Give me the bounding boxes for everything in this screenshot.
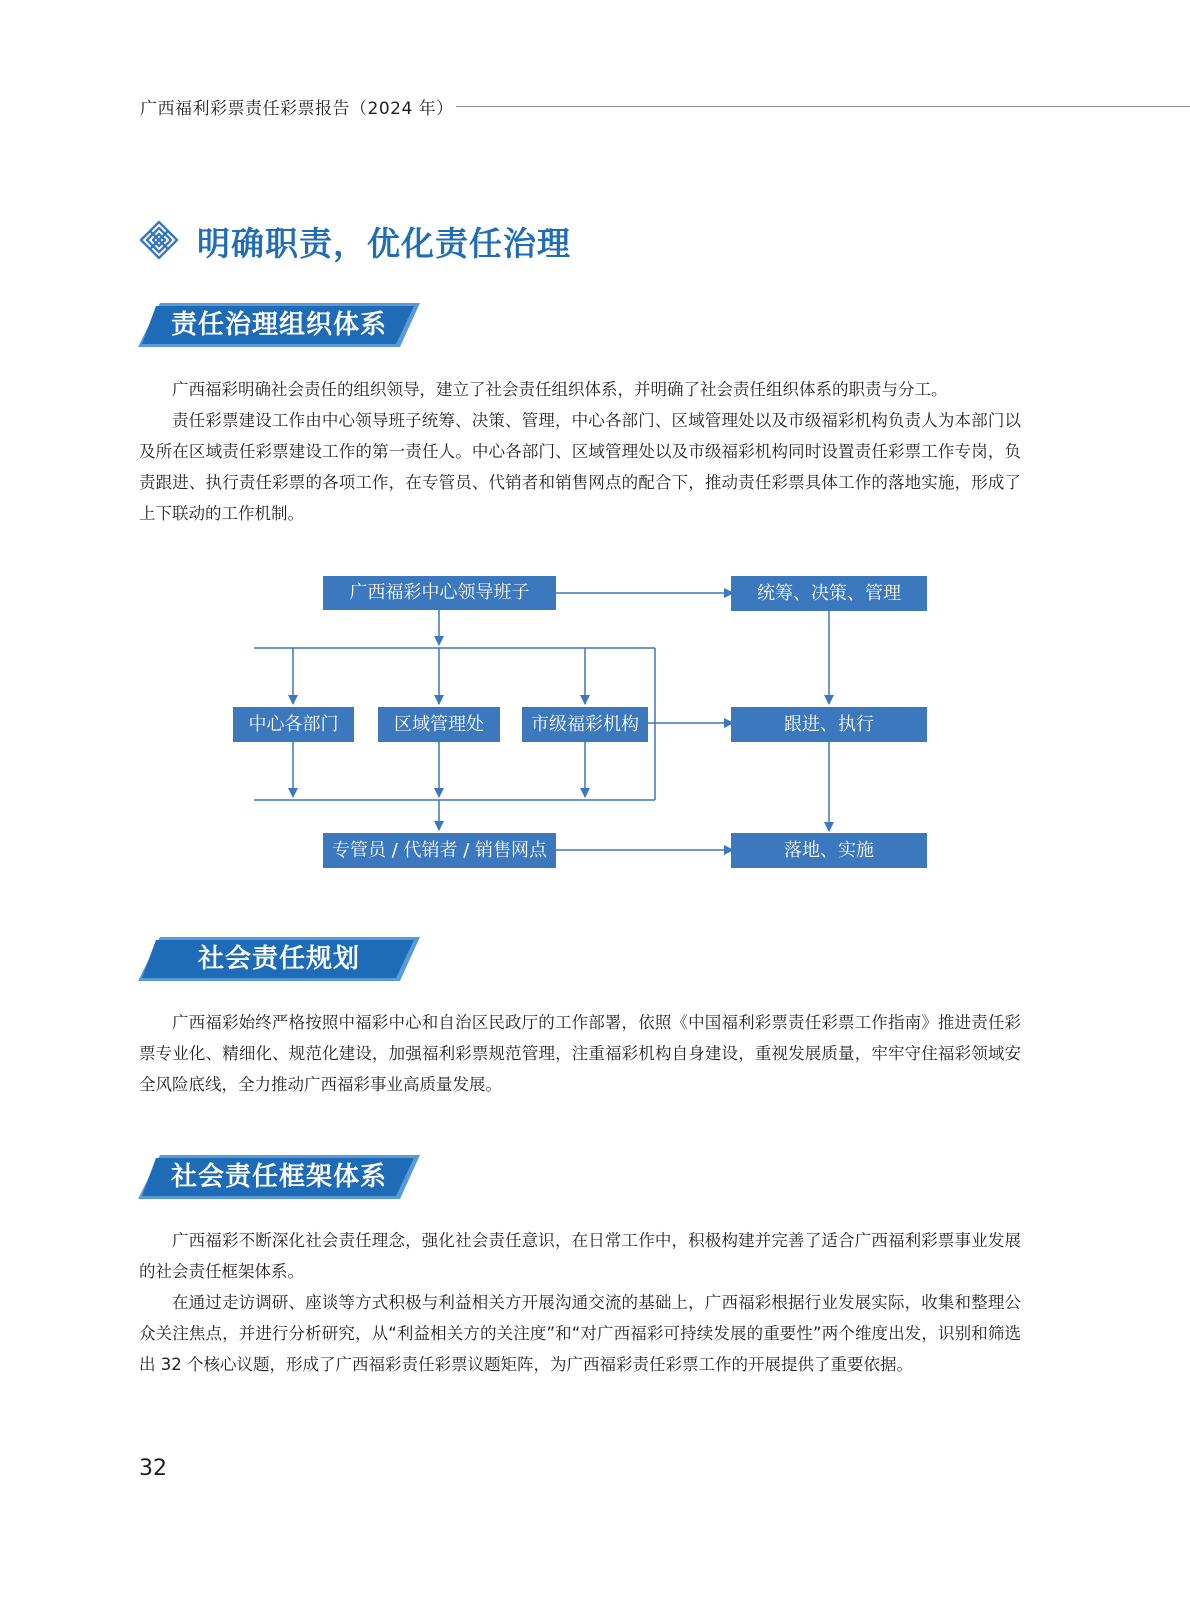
paragraph: 广西福彩始终严格按照中福彩中心和自治区民政厅的工作部署，依照《中国福利彩票责任彩票工作指南》推进责任彩票专业化、精细化、规范化建设，加强福利彩票规范管理，注重福彩机构自身建设，重视发展质量，牢牢守住福彩领域安全风险底线，全力推动广西福彩事业高质量发展。 bbox=[139, 1013, 1021, 1094]
paragraph: 在通过走访调研、座谈等方式积极与利益相关方开展沟通交流的基础上，广西福彩根据行业发展实际，收集和整理公众关注焦点，并进行分析研究，从“利益相关方的关注度”和“对广西福彩可持续发展的重要性”两个维度出发，识别和筛选出 32 个核心议题，形成了广西福彩责任彩票议题矩阵，为广西福彩责任彩票工作的开展提供了重要依据。 bbox=[139, 1293, 1021, 1374]
flow-box-regional-offices: 区域管理处 bbox=[378, 707, 500, 742]
paragraph: 广西福彩不断深化社会责任理念，强化社会责任意识，在日常工作中，积极构建并完善了适合广西福利彩票事业发展的社会责任框架体系。 bbox=[139, 1231, 1021, 1281]
paragraph: 责任彩票建设工作由中心领导班子统筹、决策、管理，中心各部门、区域管理处以及市级福彩机构负责人为本部门以及所在区域责任彩票建设工作的第一责任人。中心各部门、区域管理处以及市级福彩机构同时设置责任彩票工作专岗，负责跟进、执行责任彩票的各项工作，在专管员、代销者和销售网点的配合下，推动责任彩票具体工作的落地实施，形成了上下联动的工作机制。 bbox=[139, 411, 1021, 523]
subsection-heading-planning bbox=[138, 937, 420, 981]
section-title: 明确职责，优化责任治理 bbox=[197, 224, 571, 263]
report-header-title: 广西福利彩票责任彩票报告（2024 年） bbox=[140, 99, 454, 119]
subsection-title: 社会责任框架体系 bbox=[170, 1162, 387, 1192]
subsection-title: 社会责任规划 bbox=[197, 944, 360, 974]
flow-box-execution: 跟进、执行 bbox=[731, 707, 927, 742]
flow-box-coordination: 统筹、决策、管理 bbox=[731, 576, 927, 611]
flow-box-leadership: 广西福彩中心领导班子 bbox=[323, 576, 556, 610]
flow-box-implementation: 落地、实施 bbox=[731, 833, 927, 868]
subsection-heading-framework bbox=[138, 1155, 420, 1199]
page-number: 32 bbox=[139, 1456, 167, 1481]
flow-box-central-departments: 中心各部门 bbox=[233, 707, 354, 742]
subsection-title: 责任治理组织体系 bbox=[170, 310, 387, 340]
paragraph: 广西福彩明确社会责任的组织领导，建立了社会责任组织体系，并明确了社会责任组织体系的职责与分工。 bbox=[172, 380, 948, 399]
flow-box-city-agencies: 市级福彩机构 bbox=[522, 707, 648, 742]
flow-box-frontline: 专管员 / 代销者 / 销售网点 bbox=[323, 833, 556, 868]
